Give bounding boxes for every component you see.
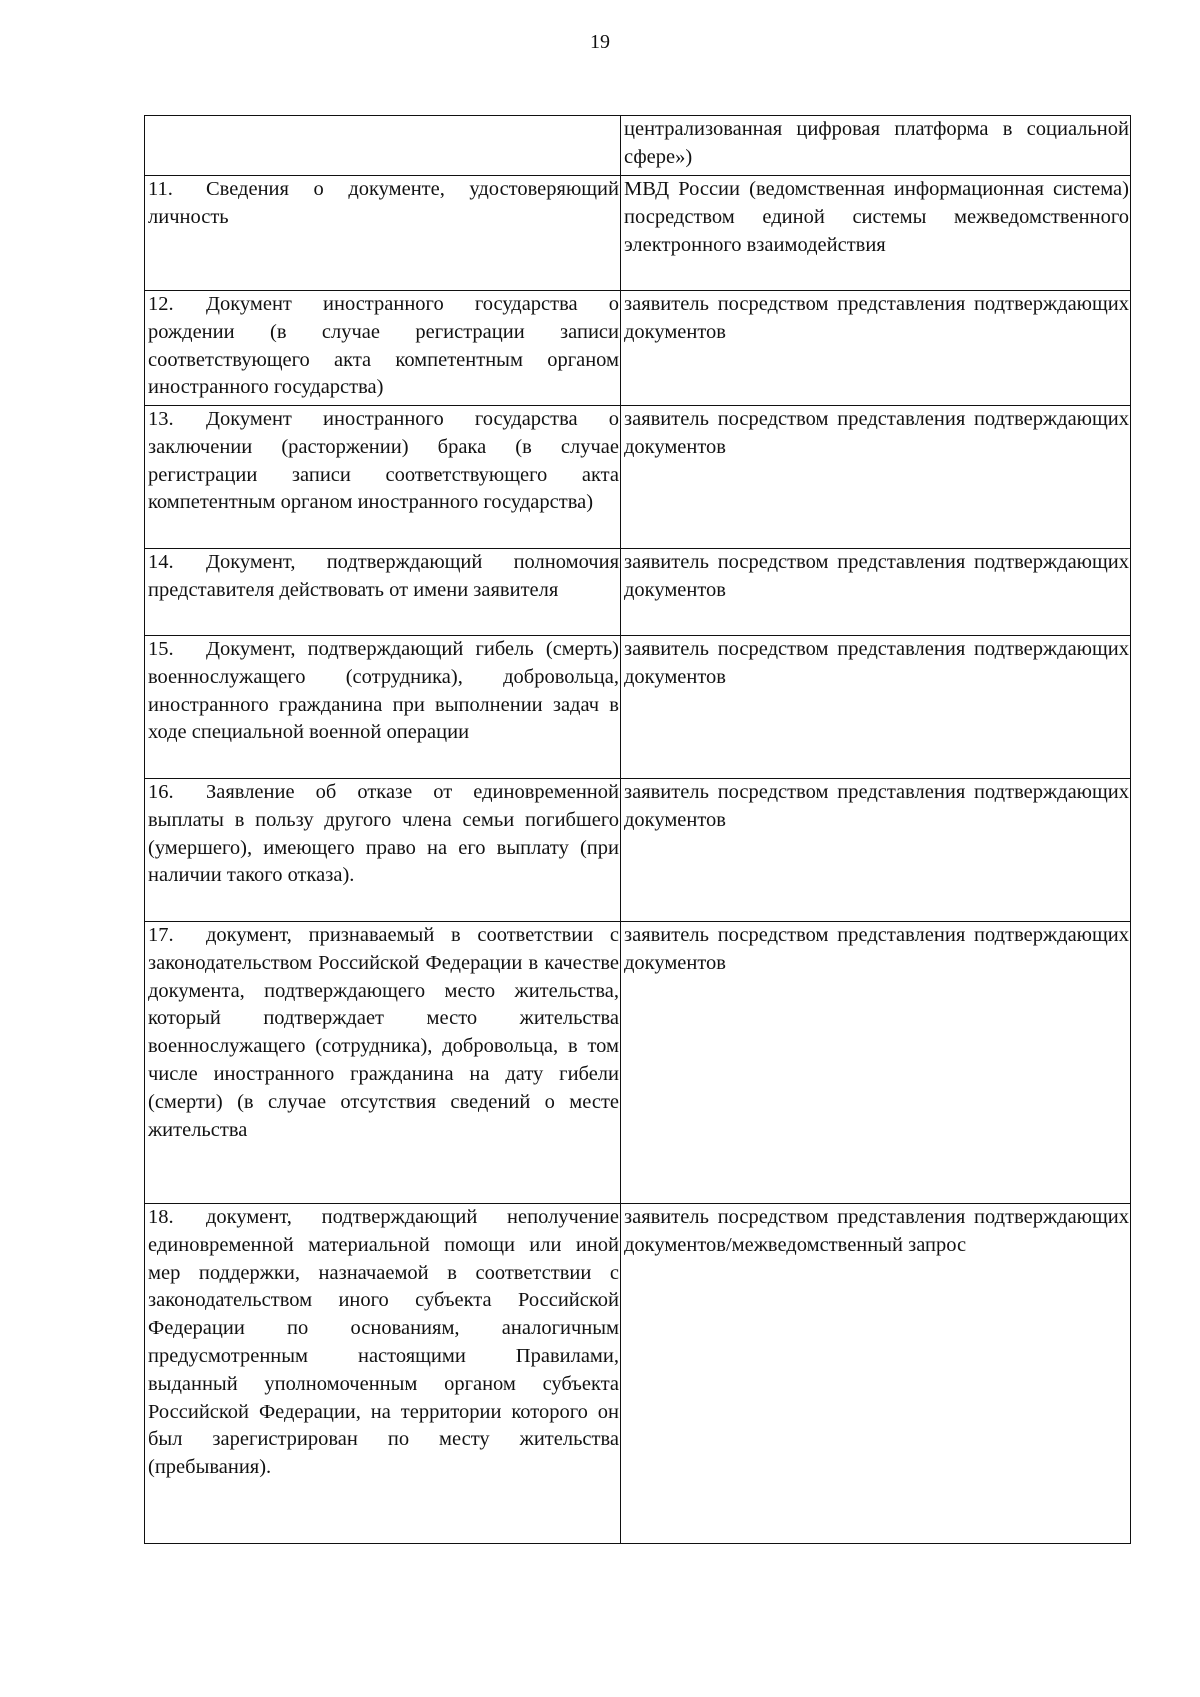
source-cell [621,922,1131,1204]
table-row [145,922,1131,1204]
row-number: 13. [148,408,174,430]
documents-table [144,115,1131,1544]
source-cell [621,291,1131,406]
document-description: документ, признаваемый в соответствии с законодательством Российской Федерации в качестве документа, подтверждающего место жительства, который подтверждает место жительства военнослужащего (сотрудника), добровольца, в том числе иностранного гражданина на дату гибели (смерти) (в случае отсутствия сведений о месте жительства [148,924,619,1141]
document-cell [145,922,621,1204]
source-cell [621,406,1131,549]
table-row [145,549,1131,636]
document-cell [145,636,621,779]
document-cell [145,549,621,636]
table-row [145,636,1131,779]
source-cell [621,549,1131,636]
source-text: заявитель посредством представления подтверждающих документов/межведомственный запрос [624,1206,1129,1256]
table-row [145,406,1131,549]
source-text: заявитель посредством представления подтверждающих документов [624,551,1129,601]
row-number: 14. [148,551,174,573]
row-number: 18. [148,1206,174,1228]
document-text [148,549,619,605]
document-cell [145,176,621,291]
table-row [145,176,1131,291]
document-description: Документ иностранного государства о заключении (расторжении) брака (в случае регистрации записи соответствующего акта компетентным органом иностранного государства) [148,408,619,514]
source-cell [621,779,1131,922]
document-description: Заявление об отказе от единовременной выплаты в пользу другого члена семьи погибшего (умершего), имеющего право на его выплату (при наличии такого отказа). [148,781,619,887]
document-text [148,406,619,517]
document-text [148,779,619,890]
source-cell [621,176,1131,291]
source-cell [621,636,1131,779]
document-text [148,176,619,232]
document-cell [145,291,621,406]
document-cell [145,779,621,922]
row-number: 16. [148,781,174,803]
document-cell [145,406,621,549]
table-row [145,1204,1131,1544]
document-text [148,1204,619,1482]
document-description: Сведения о документе, удостоверяющий личность [148,178,619,228]
document-description: Документ, подтверждающий полномочия представителя действовать от имени заявителя [148,551,619,601]
document-text [148,636,619,747]
document-description: Документ, подтверждающий гибель (смерть) военнослужащего (сотрудника), добровольца, иностранного гражданина при выполнении задач в ходе специальной военной операции [148,638,619,744]
row-number: 17. [148,924,174,946]
source-text: централизованная цифровая платформа в социальной сфере») [624,118,1129,168]
table-row [145,116,1131,176]
row-number: 11. [148,178,173,200]
source-cell [621,1204,1131,1544]
row-number: 15. [148,638,174,660]
document-description: документ, подтверждающий неполучение единовременной материальной помощи или иной мер поддержки, назначаемой в соответствии с законодательством иного субъекта Российской Федерации по основаниям, аналогичным предусмотренным настоящими Правилами, выданный уполномоченным органом субъекта Российской Федерации, на территории которого он был зарегистрирован по месту жительства (пребывания). [148,1206,619,1479]
source-cell [621,116,1131,176]
row-number: 12. [148,293,174,315]
document-description: Документ иностранного государства о рождении (в случае регистрации записи соответствующего акта компетентным органом иностранного государства) [148,293,619,399]
document-text [148,922,619,1144]
document-cell [145,116,621,176]
source-text: заявитель посредством представления подтверждающих документов [624,638,1129,688]
page-number: 19 [590,31,610,53]
table-row [145,779,1131,922]
source-text: заявитель посредством представления подтверждающих документов [624,924,1129,974]
document-text [148,291,619,402]
document-cell [145,1204,621,1544]
source-text: заявитель посредством представления подтверждающих документов [624,781,1129,831]
source-text: заявитель посредством представления подтверждающих документов [624,408,1129,458]
source-text: МВД России (ведомственная информационная система) посредством единой системы межведомственного электронного взаимодействия [624,178,1129,256]
source-text: заявитель посредством представления подтверждающих документов [624,293,1129,343]
table-row [145,291,1131,406]
